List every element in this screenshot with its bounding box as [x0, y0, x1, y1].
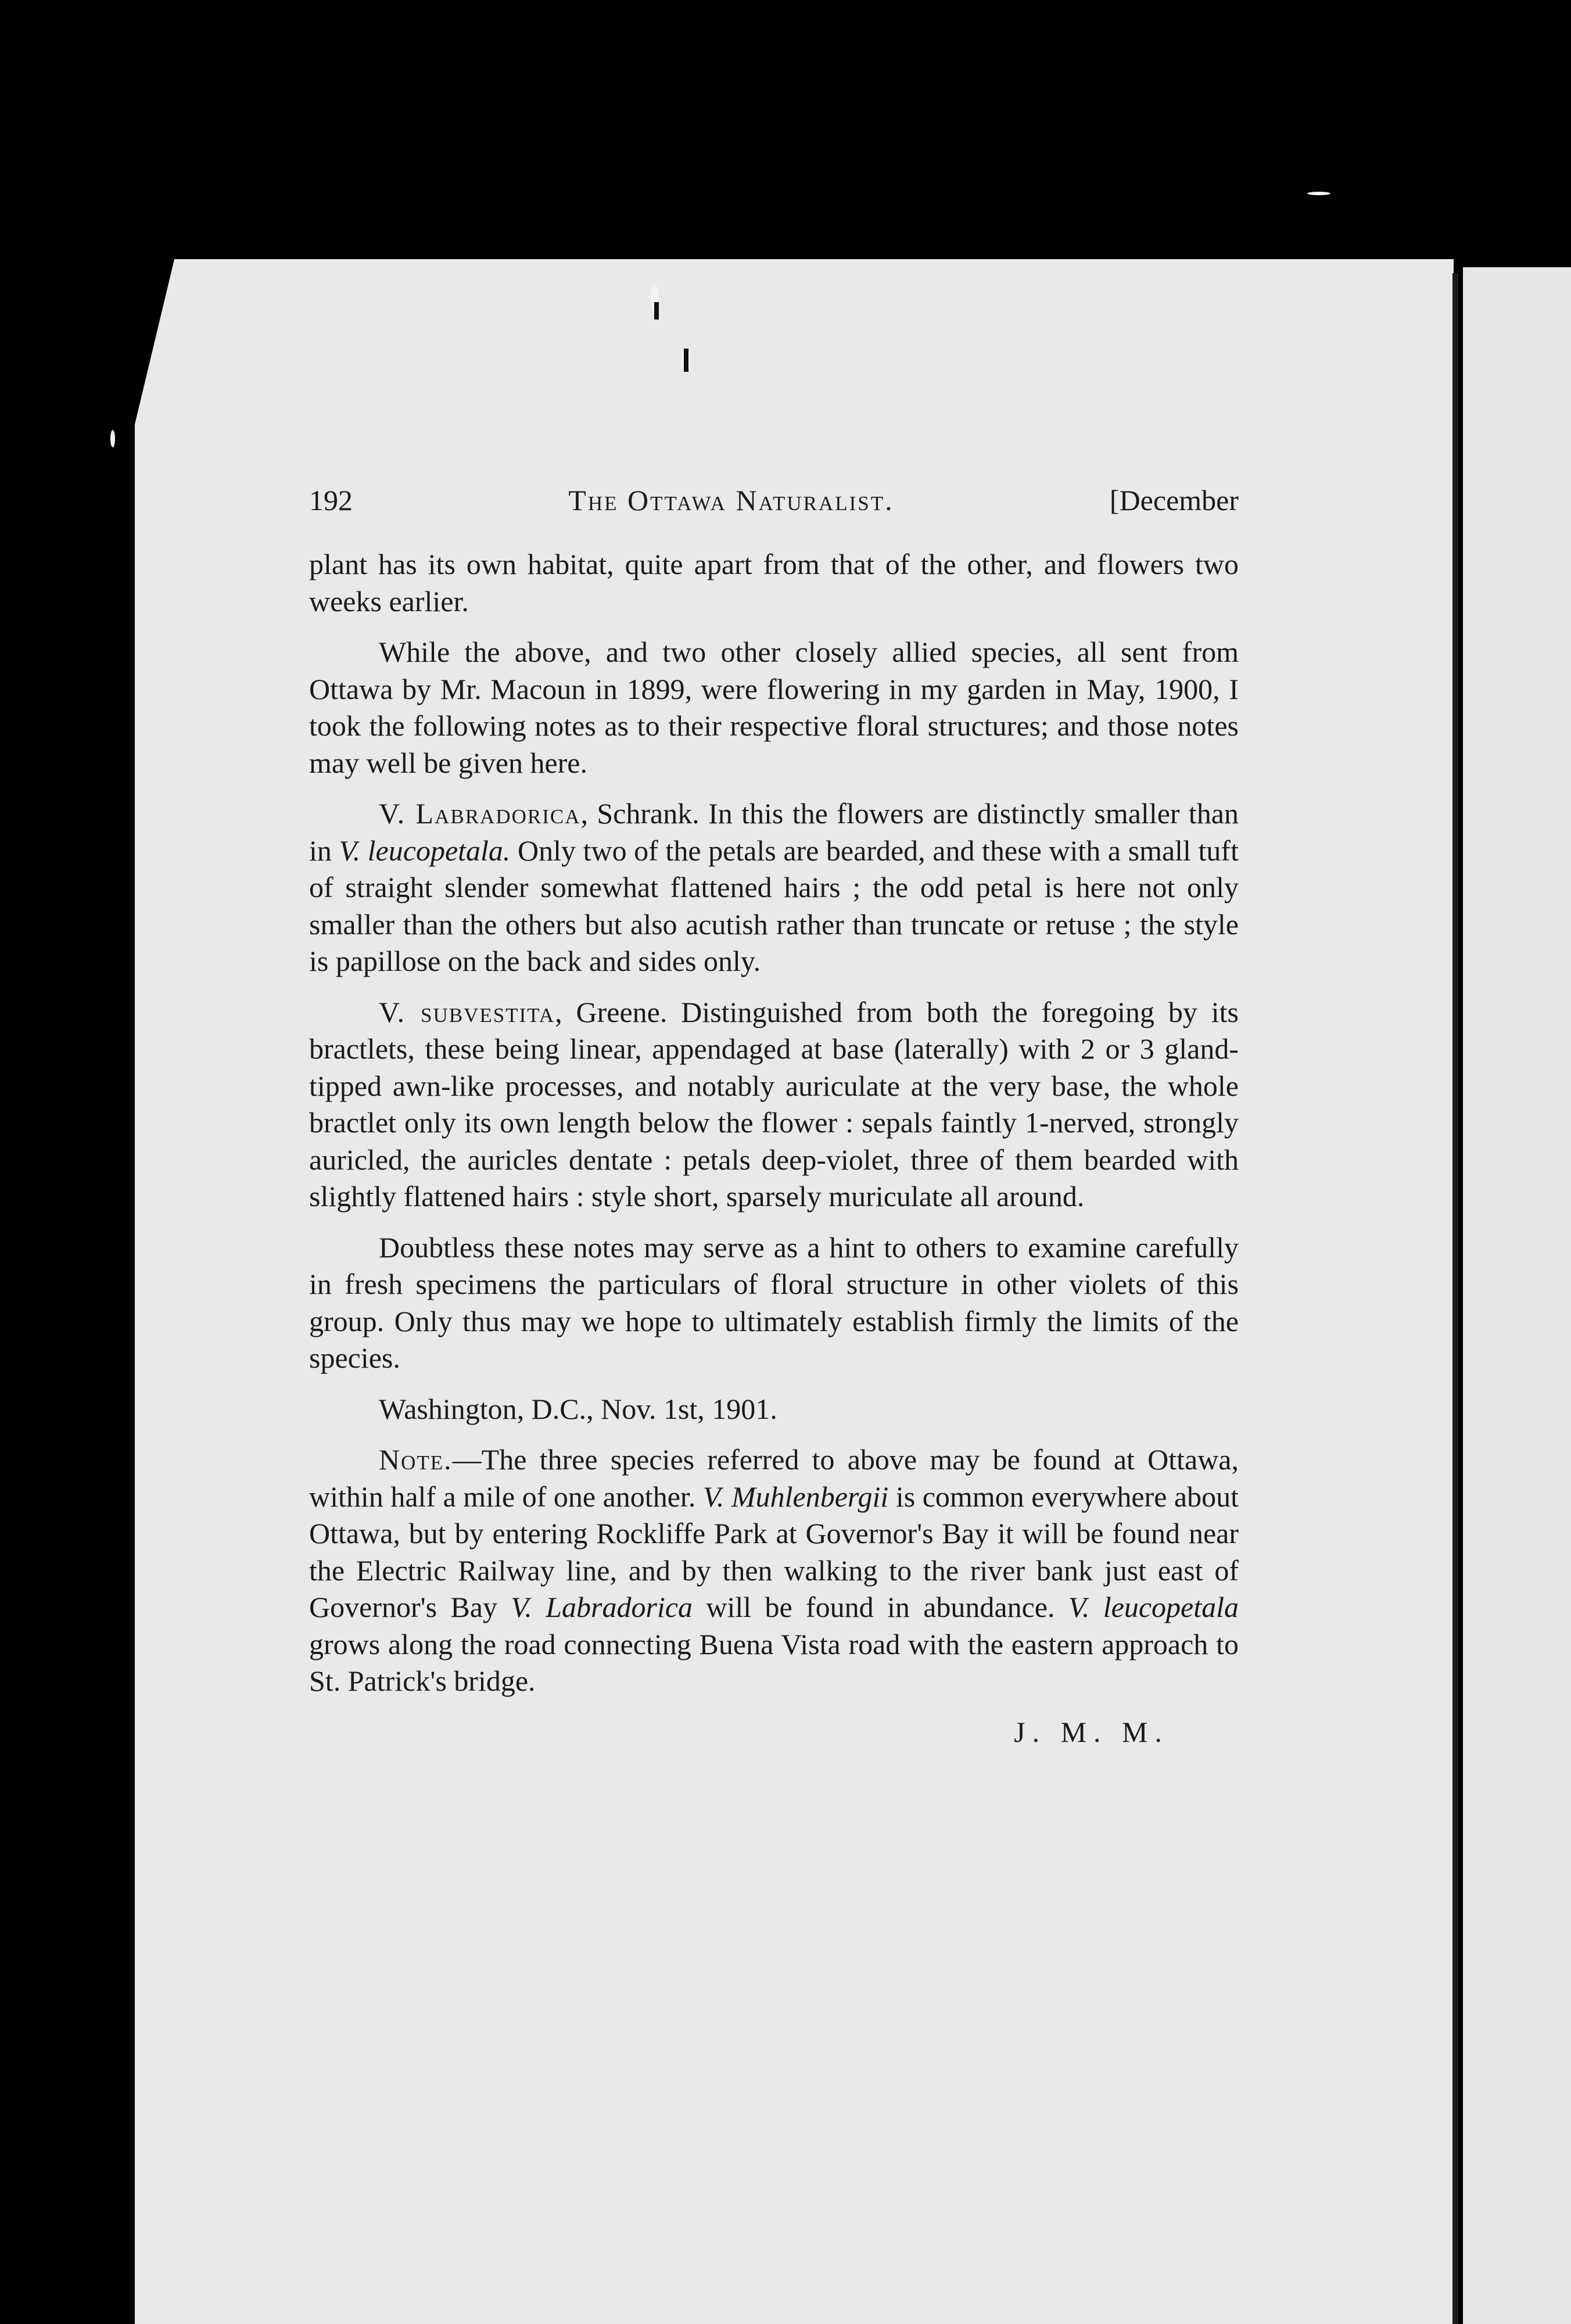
ink-mark — [684, 349, 688, 372]
note-text: —The three species referred to above may be found at Ottawa, within half a mile of one another. — [309, 1443, 1239, 1513]
species-author: , Schrank. — [580, 797, 700, 830]
paragraph-text: In this the flowers are distinctly smaller than in — [309, 797, 1239, 867]
page-number: 192 — [309, 484, 353, 517]
dateline: Washington, D.C., Nov. 1st, 1901. — [379, 1392, 777, 1425]
ink-mark — [654, 302, 659, 320]
running-head — [309, 483, 1239, 524]
film-speck — [1307, 192, 1330, 195]
page-gutter — [1452, 273, 1458, 2324]
note-text: is common everywhere about Ottawa, but by entering Rockliffe Park at Governor's Bay it will be found near the Electric Railway line, and by then walking to the river bank just east of Governor's Bay — [309, 1480, 1239, 1623]
note-label: Note. — [379, 1443, 453, 1476]
species-reference: V. Labradorica — [511, 1591, 693, 1623]
note-text: will be found in abundance. — [693, 1591, 1068, 1623]
species-reference: V. leucopetala — [1068, 1591, 1239, 1623]
note-text: grows along the road connecting Buena Vista road with the eastern approach to St. Patrick's bridge. — [309, 1627, 1239, 1697]
journal-title: The Ottawa Naturalist. — [568, 484, 894, 517]
paragraph-2: While the above, and two other closely allied species, all sent from Ottawa by Mr. Macoun in 1899, were flowering in my garden in May, 1900, I took the following notes as to their respective floral structures; and those notes may well be given here. — [309, 636, 1239, 779]
paragraph-text: Only two of the petals are bearded, and these with a small tuft of straight slender somewhat flattened hairs ; the odd petal is here not only smaller than the others but also acutish rather than truncate or retuse ; the style is papillose on the back and sides only. — [309, 834, 1239, 977]
facing-page-edge — [1463, 267, 1571, 2324]
film-speck — [110, 430, 115, 447]
issue-month: [December — [1109, 484, 1239, 517]
paragraph-1: plant has its own habitat, quite apart from that of the other, and flowers two weeks earlier. — [309, 548, 1239, 618]
species-name: V. Labradorica — [379, 797, 581, 830]
article-body — [309, 546, 1239, 1764]
note-paragraph — [309, 1441, 1239, 1700]
species-reference: V. Muhlenbergii — [702, 1480, 889, 1513]
paragraph-labradorica — [309, 795, 1239, 980]
paragraph-5: Doubtless these notes may serve as a hint to others to examine carefully in fresh specimens the particulars of floral structure in other violets of this group. Only thus may we hope to ultimately establish firmly the limits of the species. — [309, 1231, 1239, 1374]
paragraph-text: Distinguished from both the foregoing by its bractlets, these being linear, appendaged at base (laterally) with 2 or 3 gland-tipped awn-like processes, and notably auriculate at the very base, the whole bractlet only its own length below the flower : sepals faintly 1-nerved, strongly auricled, the auricles dentate : petals deep-violet, three of them bearded with slightly flattened hairs : style short, sparsely muriculate all around. — [309, 995, 1239, 1213]
species-name: V. subvestita — [379, 995, 555, 1028]
author-initials: J. M. M. — [1014, 1715, 1169, 1748]
species-author: , Greene. — [555, 995, 668, 1028]
species-reference: V. leucopetala. — [339, 834, 511, 867]
paragraph-subvestita — [309, 994, 1239, 1215]
